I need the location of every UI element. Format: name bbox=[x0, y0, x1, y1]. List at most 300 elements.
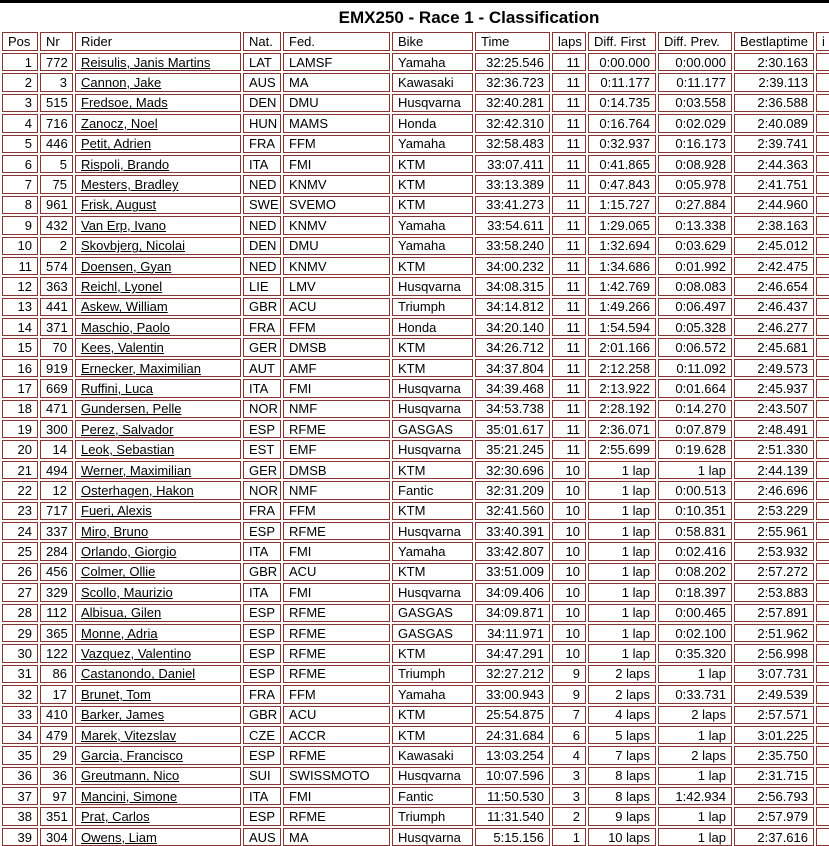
table-row bbox=[2, 685, 829, 703]
cell-extra bbox=[816, 522, 829, 540]
cell-fed: FFM bbox=[283, 685, 390, 703]
cell-time: 32:31.209 bbox=[475, 481, 550, 499]
table-row bbox=[2, 461, 829, 479]
cell-rider bbox=[75, 196, 241, 214]
table-row bbox=[2, 196, 829, 214]
cell-pos: 7 bbox=[2, 175, 38, 193]
cell-time: 35:01.617 bbox=[475, 420, 550, 438]
cell-diff_prev: 1 lap bbox=[658, 767, 732, 785]
cell-bestlaptime: 2:35.750 bbox=[734, 746, 814, 764]
cell-nat: GBR bbox=[243, 298, 281, 316]
table-row bbox=[2, 706, 829, 724]
cell-extra bbox=[816, 318, 829, 336]
cell-rider bbox=[75, 73, 241, 91]
cell-laps: 10 bbox=[552, 604, 586, 622]
rider-link[interactable]: Castanondo, Daniel bbox=[81, 666, 196, 682]
cell-nat: CZE bbox=[243, 726, 281, 744]
cell-bike: Yamaha bbox=[392, 135, 473, 153]
cell-nr: 5 bbox=[40, 155, 73, 173]
cell-diff_prev: 0:03.558 bbox=[658, 94, 732, 112]
cell-fed: RFME bbox=[283, 665, 390, 683]
cell-diff_first: 7 laps bbox=[588, 746, 656, 764]
rider-link[interactable]: Orlando, Giorgio bbox=[81, 544, 177, 560]
rider-link[interactable]: Werner, Maximilian bbox=[81, 462, 192, 478]
cell-nat: AUT bbox=[243, 359, 281, 377]
rider-link[interactable]: Maschio, Paolo bbox=[81, 319, 170, 335]
cell-time: 10:07.596 bbox=[475, 767, 550, 785]
cell-diff_first: 2:36.071 bbox=[588, 420, 656, 438]
cell-fed: NMF bbox=[283, 400, 390, 418]
cell-bestlaptime: 2:44.960 bbox=[734, 196, 814, 214]
rider-link[interactable]: Kees, Valentin bbox=[81, 340, 164, 356]
header-row bbox=[2, 32, 829, 51]
cell-bike: KTM bbox=[392, 175, 473, 193]
cell-diff_first: 2:01.166 bbox=[588, 338, 656, 356]
rider-link[interactable]: Osterhagen, Hakon bbox=[81, 482, 194, 498]
table-row bbox=[2, 175, 829, 193]
cell-bestlaptime: 2:46.696 bbox=[734, 481, 814, 499]
cell-fed: RFME bbox=[283, 746, 390, 764]
cell-fed: FFM bbox=[283, 318, 390, 336]
column-header-laps: laps bbox=[552, 32, 586, 51]
cell-diff_prev: 2 laps bbox=[658, 746, 732, 764]
cell-pos: 11 bbox=[2, 257, 38, 275]
cell-nr: 574 bbox=[40, 257, 73, 275]
table-row bbox=[2, 787, 829, 805]
cell-nat: ITA bbox=[243, 583, 281, 601]
cell-diff_first: 1:32.694 bbox=[588, 237, 656, 255]
cell-extra bbox=[816, 665, 829, 683]
cell-bike: Husqvarna bbox=[392, 94, 473, 112]
cell-extra bbox=[816, 624, 829, 642]
cell-time: 33:58.240 bbox=[475, 237, 550, 255]
cell-nat: LIE bbox=[243, 277, 281, 295]
cell-nr: 337 bbox=[40, 522, 73, 540]
cell-diff_prev: 0:07.879 bbox=[658, 420, 732, 438]
cell-fed: ACU bbox=[283, 298, 390, 316]
cell-diff_first: 1:54.594 bbox=[588, 318, 656, 336]
cell-nr: 716 bbox=[40, 114, 73, 132]
cell-time: 34:20.140 bbox=[475, 318, 550, 336]
cell-diff_first: 5 laps bbox=[588, 726, 656, 744]
cell-fed: FMI bbox=[283, 542, 390, 560]
cell-rider bbox=[75, 318, 241, 336]
cell-bestlaptime: 2:45.012 bbox=[734, 237, 814, 255]
column-header-fed: Fed. bbox=[283, 32, 390, 51]
cell-time: 24:31.684 bbox=[475, 726, 550, 744]
cell-nat: GBR bbox=[243, 706, 281, 724]
cell-nr: 365 bbox=[40, 624, 73, 642]
rider-link[interactable]: Ernecker, Maximilian bbox=[81, 360, 201, 376]
cell-bestlaptime: 2:43.507 bbox=[734, 400, 814, 418]
cell-diff_prev: 0:00.000 bbox=[658, 53, 732, 71]
rider-link[interactable]: Askew, William bbox=[81, 299, 168, 315]
cell-laps: 4 bbox=[552, 746, 586, 764]
table-row bbox=[2, 807, 829, 825]
column-header-nat: Nat. bbox=[243, 32, 281, 51]
cell-diff_prev: 0:10.351 bbox=[658, 502, 732, 520]
cell-rider bbox=[75, 400, 241, 418]
cell-rider bbox=[75, 563, 241, 581]
rider-link[interactable]: Colmer, Ollie bbox=[81, 564, 156, 580]
cell-bike: Husqvarna bbox=[392, 828, 473, 846]
cell-diff_prev: 1 lap bbox=[658, 828, 732, 846]
cell-diff_first: 0:14.735 bbox=[588, 94, 656, 112]
cell-bestlaptime: 2:56.793 bbox=[734, 787, 814, 805]
rider-link[interactable]: Gundersen, Pelle bbox=[81, 401, 182, 417]
rider-link[interactable]: Cannon, Jake bbox=[81, 75, 162, 91]
cell-time: 32:42.310 bbox=[475, 114, 550, 132]
cell-nr: 36 bbox=[40, 767, 73, 785]
cell-diff_prev: 0:02.416 bbox=[658, 542, 732, 560]
cell-diff_first: 1:49.266 bbox=[588, 298, 656, 316]
cell-extra bbox=[816, 196, 829, 214]
cell-fed: FFM bbox=[283, 135, 390, 153]
cell-extra bbox=[816, 216, 829, 234]
cell-fed: MA bbox=[283, 73, 390, 91]
table-row bbox=[2, 155, 829, 173]
rider-link[interactable]: Zanocz, Noel bbox=[81, 115, 158, 131]
cell-nr: 284 bbox=[40, 542, 73, 560]
table-row bbox=[2, 828, 829, 846]
cell-rider bbox=[75, 114, 241, 132]
rider-link[interactable]: Garcia, Francisco bbox=[81, 747, 183, 763]
cell-fed: FMI bbox=[283, 787, 390, 805]
cell-diff_first: 1 lap bbox=[588, 502, 656, 520]
cell-laps: 11 bbox=[552, 135, 586, 153]
cell-diff_prev: 0:11.177 bbox=[658, 73, 732, 91]
cell-time: 32:30.696 bbox=[475, 461, 550, 479]
cell-nat: GBR bbox=[243, 563, 281, 581]
column-header-time: Time bbox=[475, 32, 550, 51]
cell-laps: 10 bbox=[552, 461, 586, 479]
column-header-rider: Rider bbox=[75, 32, 241, 51]
cell-bike: Yamaha bbox=[392, 542, 473, 560]
cell-rider bbox=[75, 828, 241, 846]
cell-extra bbox=[816, 277, 829, 295]
cell-bestlaptime: 2:46.437 bbox=[734, 298, 814, 316]
rider-link[interactable]: Perez, Salvador bbox=[81, 421, 174, 437]
table-row bbox=[2, 563, 829, 581]
cell-time: 33:51.009 bbox=[475, 563, 550, 581]
cell-nat: ITA bbox=[243, 155, 281, 173]
cell-diff_prev: 0:08.202 bbox=[658, 563, 732, 581]
cell-laps: 11 bbox=[552, 73, 586, 91]
cell-pos: 17 bbox=[2, 379, 38, 397]
cell-diff_first: 8 laps bbox=[588, 767, 656, 785]
cell-diff_prev: 0:05.328 bbox=[658, 318, 732, 336]
cell-nr: 329 bbox=[40, 583, 73, 601]
cell-fed: RFME bbox=[283, 807, 390, 825]
cell-laps: 10 bbox=[552, 542, 586, 560]
table-row bbox=[2, 522, 829, 540]
cell-pos: 39 bbox=[2, 828, 38, 846]
cell-diff_prev: 0:58.831 bbox=[658, 522, 732, 540]
cell-rider bbox=[75, 522, 241, 540]
cell-fed: RFME bbox=[283, 420, 390, 438]
cell-nr: 12 bbox=[40, 481, 73, 499]
cell-nr: 471 bbox=[40, 400, 73, 418]
table-row bbox=[2, 440, 829, 458]
cell-rider bbox=[75, 420, 241, 438]
cell-laps: 1 bbox=[552, 828, 586, 846]
cell-diff_prev: 0:00.513 bbox=[658, 481, 732, 499]
cell-rider bbox=[75, 461, 241, 479]
cell-rider bbox=[75, 155, 241, 173]
cell-bike: KTM bbox=[392, 359, 473, 377]
cell-bike: Husqvarna bbox=[392, 277, 473, 295]
table-row bbox=[2, 604, 829, 622]
rider-link[interactable]: Monne, Adria bbox=[81, 625, 158, 641]
cell-time: 33:00.943 bbox=[475, 685, 550, 703]
cell-extra bbox=[816, 787, 829, 805]
cell-rider bbox=[75, 706, 241, 724]
cell-pos: 24 bbox=[2, 522, 38, 540]
cell-bestlaptime: 2:57.571 bbox=[734, 706, 814, 724]
cell-fed: DMSB bbox=[283, 461, 390, 479]
cell-nat: ESP bbox=[243, 665, 281, 683]
table-row bbox=[2, 420, 829, 438]
cell-bike: Yamaha bbox=[392, 53, 473, 71]
cell-nr: 441 bbox=[40, 298, 73, 316]
cell-diff_prev: 1 lap bbox=[658, 665, 732, 683]
cell-bike: GASGAS bbox=[392, 624, 473, 642]
cell-pos: 28 bbox=[2, 604, 38, 622]
cell-diff_prev: 1 lap bbox=[658, 807, 732, 825]
cell-bestlaptime: 2:46.277 bbox=[734, 318, 814, 336]
table-row bbox=[2, 94, 829, 112]
rider-link[interactable]: Reichl, Lyonel bbox=[81, 278, 163, 294]
cell-diff_first: 1:15.727 bbox=[588, 196, 656, 214]
table-row bbox=[2, 73, 829, 91]
cell-laps: 11 bbox=[552, 420, 586, 438]
rider-link[interactable]: Brunet, Tom bbox=[81, 686, 151, 702]
cell-bestlaptime: 2:48.491 bbox=[734, 420, 814, 438]
cell-laps: 9 bbox=[552, 685, 586, 703]
cell-time: 33:42.807 bbox=[475, 542, 550, 560]
cell-nr: 75 bbox=[40, 175, 73, 193]
cell-bike: Husqvarna bbox=[392, 440, 473, 458]
cell-pos: 26 bbox=[2, 563, 38, 581]
cell-time: 32:58.483 bbox=[475, 135, 550, 153]
cell-diff_first: 1 lap bbox=[588, 481, 656, 499]
rider-link[interactable]: Frisk, August bbox=[81, 197, 157, 213]
cell-laps: 11 bbox=[552, 359, 586, 377]
cell-nat: EST bbox=[243, 440, 281, 458]
cell-diff_prev: 0:14.270 bbox=[658, 400, 732, 418]
cell-bike: Husqvarna bbox=[392, 767, 473, 785]
table-row bbox=[2, 644, 829, 662]
table-row bbox=[2, 53, 829, 71]
cell-diff_first: 2 laps bbox=[588, 665, 656, 683]
cell-rider bbox=[75, 502, 241, 520]
rider-link[interactable]: Doensen, Gyan bbox=[81, 258, 172, 274]
results-page bbox=[0, 7, 829, 846]
cell-laps: 11 bbox=[552, 440, 586, 458]
cell-diff_prev: 0:02.029 bbox=[658, 114, 732, 132]
cell-laps: 10 bbox=[552, 563, 586, 581]
cell-bestlaptime: 2:45.681 bbox=[734, 338, 814, 356]
cell-extra bbox=[816, 502, 829, 520]
cell-rider bbox=[75, 481, 241, 499]
cell-nr: 14 bbox=[40, 440, 73, 458]
cell-nat: ESP bbox=[243, 420, 281, 438]
cell-pos: 35 bbox=[2, 746, 38, 764]
table-row bbox=[2, 257, 829, 275]
rider-link[interactable]: Mancini, Simone bbox=[81, 788, 178, 804]
cell-rider bbox=[75, 807, 241, 825]
cell-fed: LMV bbox=[283, 277, 390, 295]
cell-diff_prev: 0:08.928 bbox=[658, 155, 732, 173]
cell-nat: GER bbox=[243, 338, 281, 356]
cell-bike: Husqvarna bbox=[392, 522, 473, 540]
cell-laps: 10 bbox=[552, 502, 586, 520]
cell-fed: SWISSMOTO bbox=[283, 767, 390, 785]
cell-time: 34:53.738 bbox=[475, 400, 550, 418]
cell-bestlaptime: 2:44.363 bbox=[734, 155, 814, 173]
cell-time: 34:00.232 bbox=[475, 257, 550, 275]
cell-diff_first: 2:28.192 bbox=[588, 400, 656, 418]
cell-bestlaptime: 3:07.731 bbox=[734, 665, 814, 683]
cell-extra bbox=[816, 583, 829, 601]
cell-laps: 11 bbox=[552, 379, 586, 397]
cell-fed: KNMV bbox=[283, 175, 390, 193]
cell-rider bbox=[75, 216, 241, 234]
cell-nat: ESP bbox=[243, 644, 281, 662]
cell-nat: ESP bbox=[243, 522, 281, 540]
cell-pos: 29 bbox=[2, 624, 38, 642]
cell-diff_prev: 0:33.731 bbox=[658, 685, 732, 703]
cell-extra bbox=[816, 807, 829, 825]
cell-pos: 33 bbox=[2, 706, 38, 724]
cell-rider bbox=[75, 338, 241, 356]
cell-laps: 3 bbox=[552, 787, 586, 805]
cell-pos: 9 bbox=[2, 216, 38, 234]
cell-fed: RFME bbox=[283, 644, 390, 662]
rider-link[interactable]: Mesters, Bradley bbox=[81, 177, 179, 193]
rider-link[interactable]: Leok, Sebastian bbox=[81, 442, 175, 458]
cell-pos: 13 bbox=[2, 298, 38, 316]
cell-bestlaptime: 2:55.961 bbox=[734, 522, 814, 540]
cell-diff_first: 1 lap bbox=[588, 624, 656, 642]
cell-pos: 6 bbox=[2, 155, 38, 173]
cell-bike: Husqvarna bbox=[392, 583, 473, 601]
cell-diff_prev: 1:42.934 bbox=[658, 787, 732, 805]
column-header-pos: Pos bbox=[2, 32, 38, 51]
cell-time: 34:26.712 bbox=[475, 338, 550, 356]
rider-link[interactable]: Scollo, Maurizio bbox=[81, 584, 173, 600]
cell-diff_first: 1 lap bbox=[588, 583, 656, 601]
cell-fed: EMF bbox=[283, 440, 390, 458]
cell-diff_prev: 0:13.338 bbox=[658, 216, 732, 234]
rider-link[interactable]: Barker, James bbox=[81, 707, 165, 723]
cell-nr: 70 bbox=[40, 338, 73, 356]
column-header-extra: i bbox=[816, 32, 829, 51]
table-row bbox=[2, 746, 829, 764]
cell-time: 25:54.875 bbox=[475, 706, 550, 724]
rider-link[interactable]: Owens, Liam bbox=[81, 829, 157, 845]
cell-bestlaptime: 2:51.330 bbox=[734, 440, 814, 458]
cell-nr: 363 bbox=[40, 277, 73, 295]
cell-diff_first: 1 lap bbox=[588, 644, 656, 662]
table-row bbox=[2, 502, 829, 520]
cell-rider bbox=[75, 624, 241, 642]
rider-link[interactable]: Vazquez, Valentino bbox=[81, 646, 192, 662]
cell-nat: GER bbox=[243, 461, 281, 479]
rider-link[interactable]: Rispoli, Brando bbox=[81, 156, 170, 172]
table-row bbox=[2, 114, 829, 132]
rider-link[interactable]: Albisua, Gilen bbox=[81, 605, 162, 621]
cell-nr: 112 bbox=[40, 604, 73, 622]
cell-extra bbox=[816, 359, 829, 377]
rider-link[interactable]: Prat, Carlos bbox=[81, 809, 150, 825]
cell-bestlaptime: 2:49.573 bbox=[734, 359, 814, 377]
cell-nr: 97 bbox=[40, 787, 73, 805]
column-header-bike: Bike bbox=[392, 32, 473, 51]
cell-extra bbox=[816, 379, 829, 397]
cell-diff_prev: 0:35.320 bbox=[658, 644, 732, 662]
rider-link[interactable]: Fredsoe, Mads bbox=[81, 95, 168, 111]
cell-bestlaptime: 2:45.937 bbox=[734, 379, 814, 397]
cell-bike: Yamaha bbox=[392, 216, 473, 234]
cell-extra bbox=[816, 767, 829, 785]
cell-extra bbox=[816, 155, 829, 173]
cell-laps: 9 bbox=[552, 665, 586, 683]
cell-diff_prev: 0:01.992 bbox=[658, 257, 732, 275]
cell-bike: Kawasaki bbox=[392, 746, 473, 764]
rider-link[interactable]: Skovbjerg, Nicolai bbox=[81, 238, 186, 254]
cell-bestlaptime: 2:56.998 bbox=[734, 644, 814, 662]
rider-link[interactable]: Ruffini, Luca bbox=[81, 380, 154, 396]
table-row bbox=[2, 665, 829, 683]
cell-bike: Triumph bbox=[392, 807, 473, 825]
cell-diff_prev: 0:02.100 bbox=[658, 624, 732, 642]
table-row bbox=[2, 338, 829, 356]
cell-time: 35:21.245 bbox=[475, 440, 550, 458]
cell-bestlaptime: 2:57.891 bbox=[734, 604, 814, 622]
table-row bbox=[2, 726, 829, 744]
cell-bestlaptime: 2:53.883 bbox=[734, 583, 814, 601]
rider-link[interactable]: Petit, Adrien bbox=[81, 136, 152, 152]
rider-link[interactable]: Marek, Vitezslav bbox=[81, 727, 177, 743]
cell-time: 32:25.546 bbox=[475, 53, 550, 71]
rider-link[interactable]: Greutmann, Nico bbox=[81, 768, 180, 784]
cell-time: 33:40.391 bbox=[475, 522, 550, 540]
cell-nat: NED bbox=[243, 175, 281, 193]
cell-nr: 29 bbox=[40, 746, 73, 764]
cell-fed: FFM bbox=[283, 502, 390, 520]
rider-link[interactable]: Van Erp, Ivano bbox=[81, 217, 167, 233]
cell-laps: 10 bbox=[552, 644, 586, 662]
column-header-diff_first: Diff. First bbox=[588, 32, 656, 51]
cell-nat: HUN bbox=[243, 114, 281, 132]
cell-nr: 371 bbox=[40, 318, 73, 336]
cell-diff_prev: 0:06.572 bbox=[658, 338, 732, 356]
rider-link[interactable]: Miro, Bruno bbox=[81, 523, 149, 539]
cell-fed: FMI bbox=[283, 583, 390, 601]
table-row bbox=[2, 767, 829, 785]
cell-laps: 11 bbox=[552, 94, 586, 112]
cell-time: 13:03.254 bbox=[475, 746, 550, 764]
cell-bestlaptime: 2:46.654 bbox=[734, 277, 814, 295]
rider-link[interactable]: Reisulis, Janis Martins bbox=[81, 54, 211, 70]
rider-link[interactable]: Fueri, Alexis bbox=[81, 503, 152, 519]
cell-nat: ESP bbox=[243, 746, 281, 764]
cell-nat: NED bbox=[243, 257, 281, 275]
cell-bestlaptime: 2:49.539 bbox=[734, 685, 814, 703]
cell-bestlaptime: 2:41.751 bbox=[734, 175, 814, 193]
cell-pos: 5 bbox=[2, 135, 38, 153]
